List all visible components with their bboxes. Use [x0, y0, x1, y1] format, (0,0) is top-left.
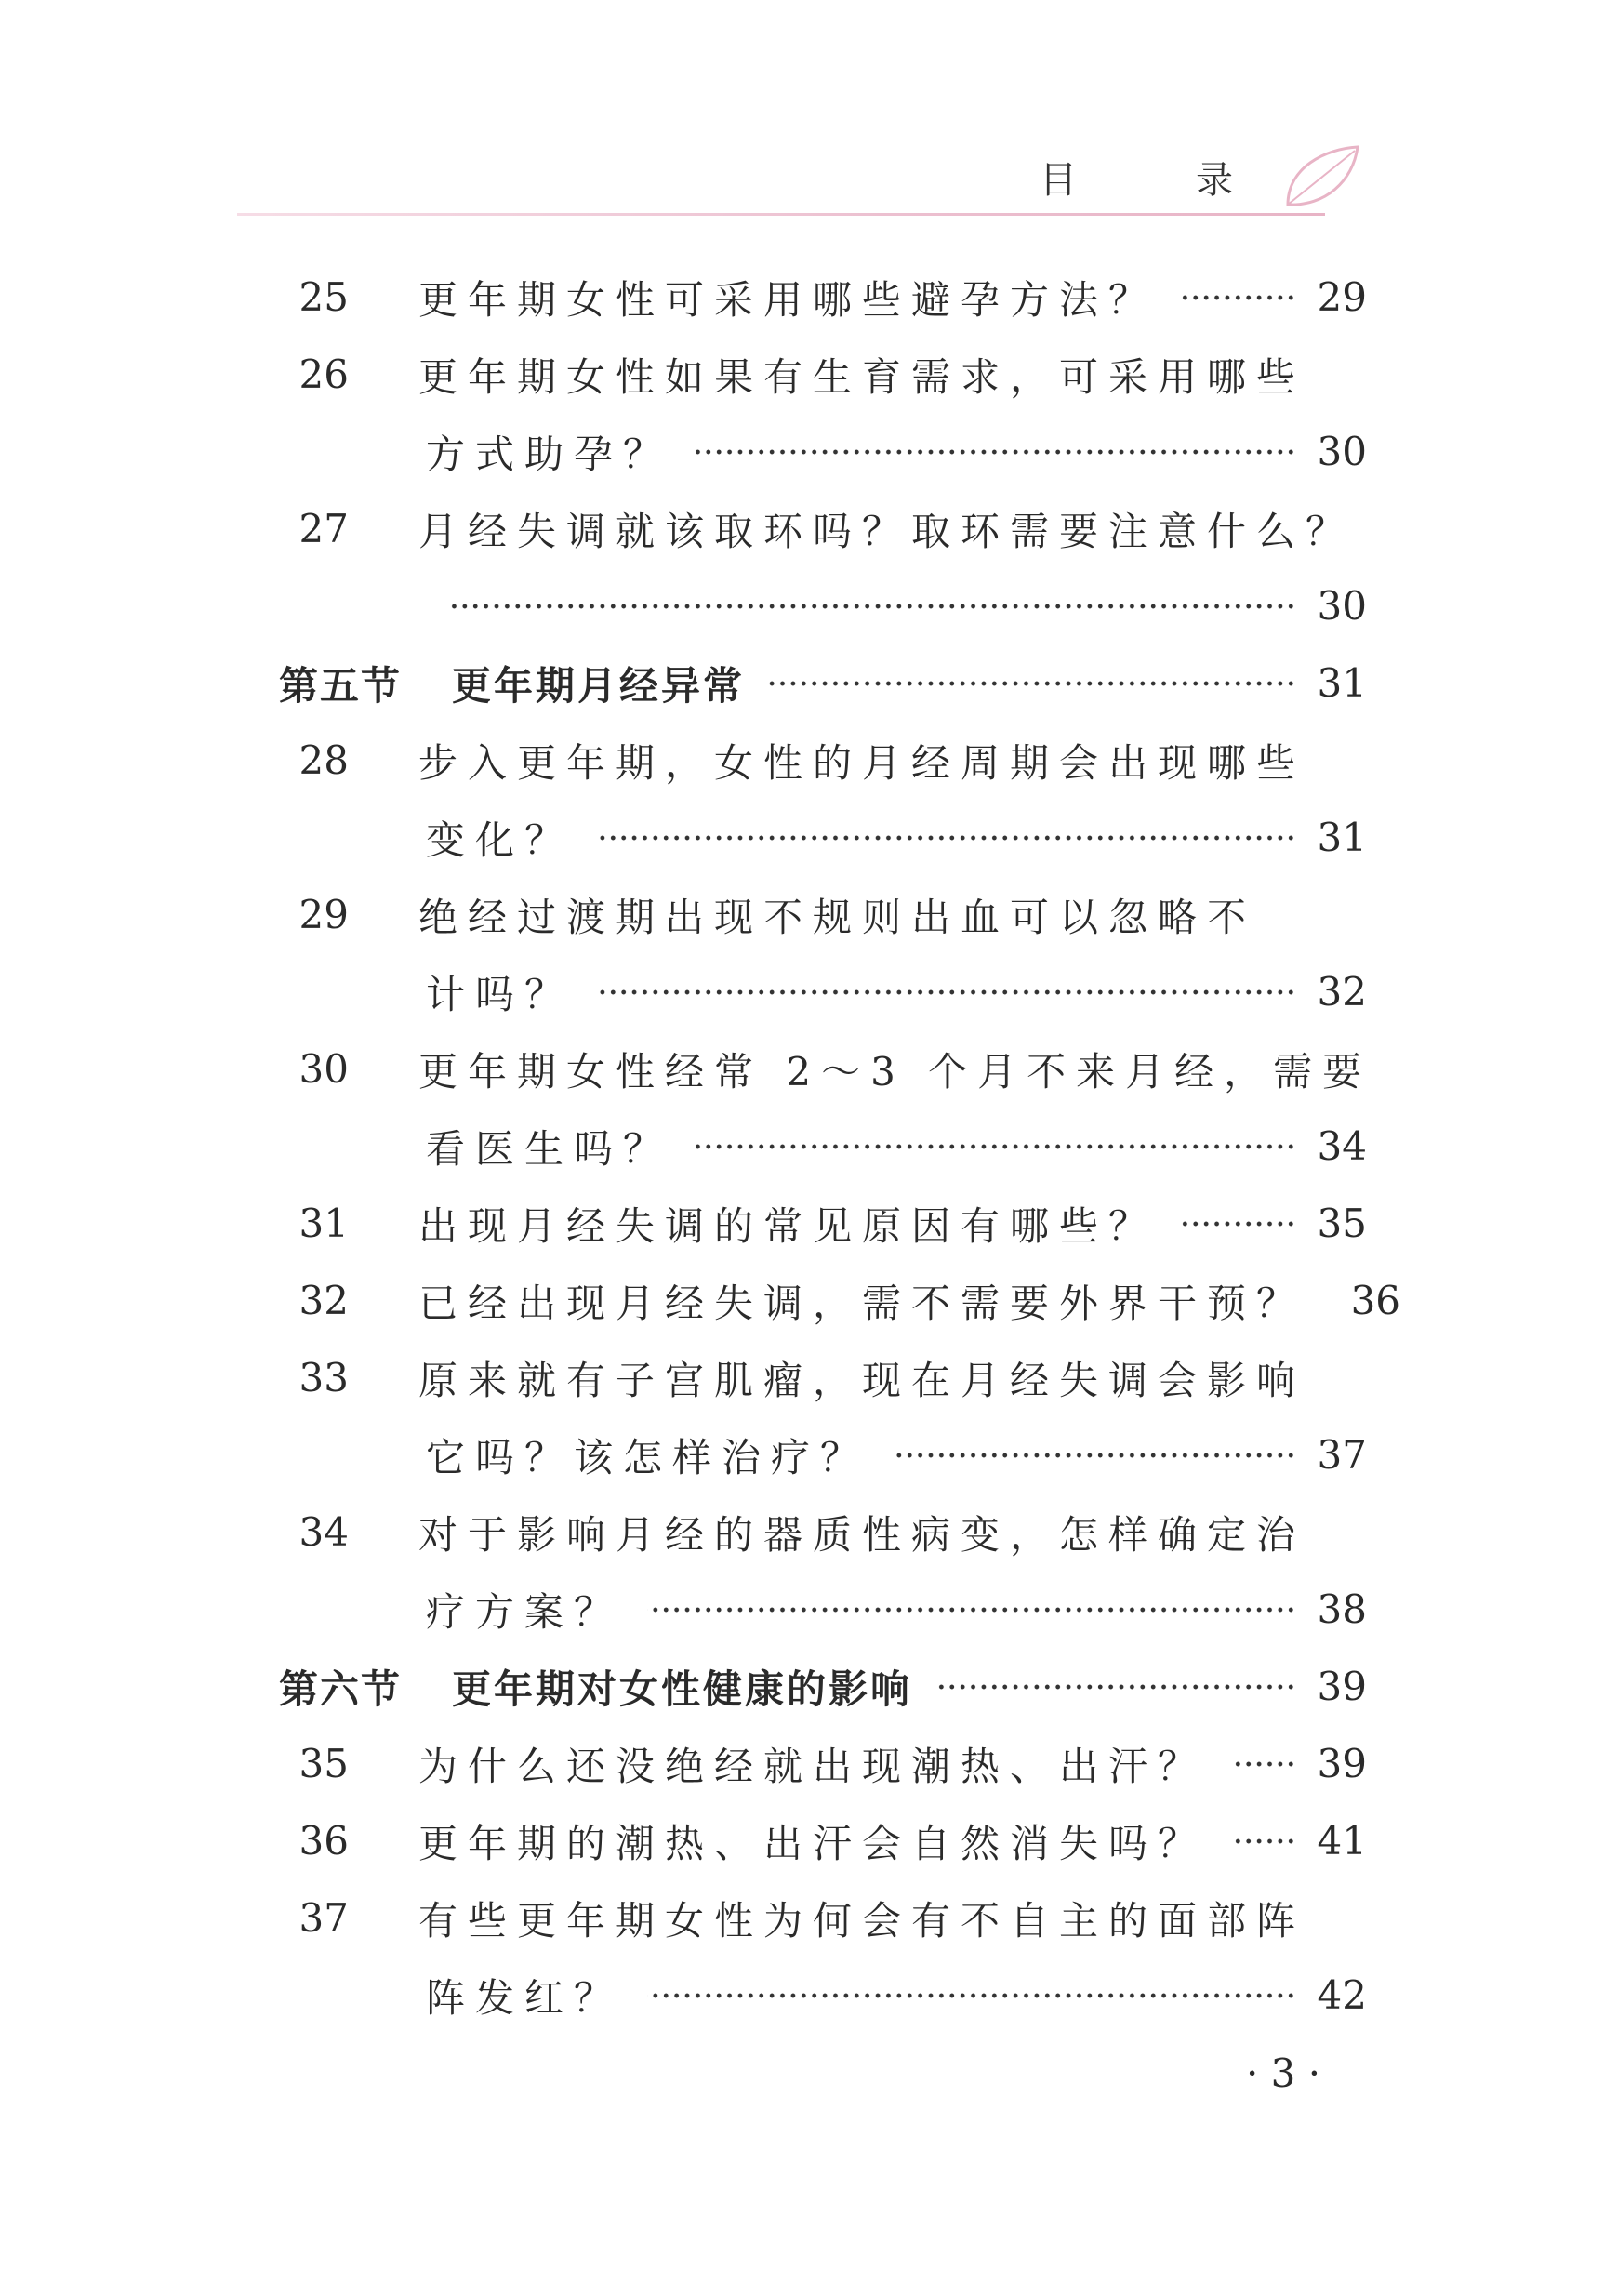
entry-title-cont: 它吗？该怎样治疗？: [426, 1434, 870, 1480]
entry-title: 更年期女性如果有生育需求，可采用哪些: [418, 353, 1306, 400]
leader-dots: [894, 1436, 1296, 1475]
toc-entry-row[interactable]: [279, 1493, 1367, 1571]
page-ref: 39: [1317, 1741, 1367, 1786]
entry-title-cont: 计吗？: [426, 971, 575, 1017]
entry-title: 步入更年期，女性的月经周期会出现哪些: [418, 739, 1306, 786]
page-ref: 34: [1317, 1123, 1367, 1169]
entry-title: 对于影响月经的器质性病变，怎样确定治: [418, 1511, 1306, 1558]
entry-number: 37: [298, 1895, 349, 1941]
toc-entry-row[interactable]: [279, 1802, 1367, 1879]
leader-dots: [598, 973, 1296, 1012]
page-ref: 36: [1350, 1278, 1401, 1323]
page-ref: 30: [1317, 583, 1367, 629]
entry-title: 月经失调就该取环吗？取环需要注意什么？: [418, 508, 1356, 554]
section-label: 第六节: [279, 1666, 403, 1712]
toc-entry-row[interactable]: [279, 259, 1367, 336]
leader-dots: [936, 1667, 1296, 1706]
page-ref: 38: [1317, 1586, 1367, 1632]
leader-dots: [450, 587, 1296, 626]
entry-number: 31: [298, 1201, 349, 1246]
entry-number: 25: [298, 274, 349, 320]
section-title: 更年期对女性健康的影响: [452, 1666, 913, 1712]
toc-entry-continuation[interactable]: [279, 1957, 1367, 2034]
toc-entry-row[interactable]: [279, 1030, 1372, 1108]
page-header: [237, 139, 1362, 223]
leader-dots: [598, 818, 1296, 857]
entry-title-cont: 疗方案？: [426, 1588, 624, 1635]
entry-title: 已经出现月经失调，需不需要外界干预？: [418, 1280, 1306, 1326]
entry-title-cont: 方式助孕？: [426, 431, 673, 477]
toc-entry-row[interactable]: [279, 1339, 1367, 1416]
section-title: 更年期月经异常: [452, 662, 746, 709]
entry-title: 绝经过渡期出现不规则出血可以忽略不: [418, 894, 1257, 940]
leader-dots: [1182, 1204, 1296, 1243]
entry-title: 有些更年期女性为何会有不自主的面部阵: [418, 1897, 1306, 1944]
leaf-icon: [1269, 139, 1362, 223]
leader-dots: [1182, 278, 1296, 317]
entry-number: 32: [298, 1278, 349, 1323]
page-ref: 41: [1317, 1818, 1367, 1864]
toc-section-row[interactable]: [279, 644, 1367, 722]
table-of-contents: [279, 259, 1401, 2034]
toc-entry-row[interactable]: [279, 1725, 1367, 1802]
page-ref: 29: [1317, 274, 1367, 320]
toc-entry-row[interactable]: [279, 1262, 1401, 1339]
entry-number: 26: [298, 352, 349, 397]
toc-entry-row[interactable]: [279, 490, 1367, 567]
page-ref: 32: [1317, 969, 1367, 1015]
toc-entry-row[interactable]: [279, 722, 1367, 799]
toc-entry-row[interactable]: [279, 1185, 1367, 1262]
leader-dots: [769, 664, 1296, 703]
page-number: · 3 ·: [1245, 2050, 1321, 2096]
entry-title: 更年期的潮热、出汗会自然消失吗？: [418, 1820, 1208, 1866]
entry-number: 33: [298, 1355, 349, 1400]
entry-number: 27: [298, 506, 349, 551]
page-ref: 37: [1317, 1432, 1367, 1478]
toc-entry-row[interactable]: [279, 1879, 1367, 1957]
entry-title-cont: 阵发红？: [426, 1974, 624, 2021]
entry-number: 29: [298, 892, 349, 937]
entry-number: 34: [298, 1509, 349, 1555]
toc-entry-continuation[interactable]: [279, 1416, 1367, 1493]
page-ref: 42: [1317, 1972, 1367, 2018]
header-title: 目 录: [1040, 159, 1274, 202]
leader-dots: [1231, 1745, 1296, 1784]
leader-dots: [696, 1127, 1296, 1166]
entry-number: 30: [298, 1046, 349, 1092]
entry-title-cont: 变化？: [426, 816, 575, 863]
entry-number: 36: [298, 1818, 349, 1864]
page-ref: 31: [1317, 815, 1367, 860]
toc-entry-row[interactable]: [279, 336, 1367, 413]
page-ref: 39: [1317, 1664, 1367, 1709]
section-label: 第五节: [279, 662, 403, 709]
page-ref: 35: [1317, 1201, 1367, 1246]
leader-dots: [696, 432, 1296, 471]
toc-entry-continuation[interactable]: [279, 1571, 1367, 1648]
entry-title: 原来就有子宫肌瘤，现在月经失调会影响: [418, 1357, 1306, 1403]
toc-entry-continuation[interactable]: [279, 413, 1367, 490]
entry-number: 35: [298, 1741, 349, 1786]
leader-dots: [647, 1590, 1296, 1629]
header-divider: [237, 213, 1325, 216]
toc-entry-row[interactable]: [279, 876, 1367, 953]
entry-title-cont: 看医生吗？: [426, 1125, 673, 1172]
entry-title: 为什么还没绝经就出现潮热、出汗？: [418, 1743, 1208, 1789]
toc-entry-continuation[interactable]: [279, 799, 1367, 876]
leader-dots: [647, 1976, 1296, 2015]
entry-number: 28: [298, 737, 349, 783]
entry-title: 出现月经失调的常见原因有哪些？: [418, 1202, 1159, 1249]
page-ref: 30: [1317, 429, 1367, 474]
toc-entry-continuation[interactable]: [279, 953, 1367, 1030]
entry-title: 更年期女性经常 2～3 个月不来月经，需要: [418, 1048, 1372, 1095]
toc-section-row[interactable]: [279, 1648, 1367, 1725]
toc-entry-continuation[interactable]: [279, 1108, 1367, 1185]
page-ref: 31: [1317, 660, 1367, 706]
entry-title: 更年期女性可采用哪些避孕方法？: [418, 276, 1159, 323]
leader-dots: [1231, 1822, 1296, 1861]
toc-entry-continuation[interactable]: [279, 567, 1367, 644]
